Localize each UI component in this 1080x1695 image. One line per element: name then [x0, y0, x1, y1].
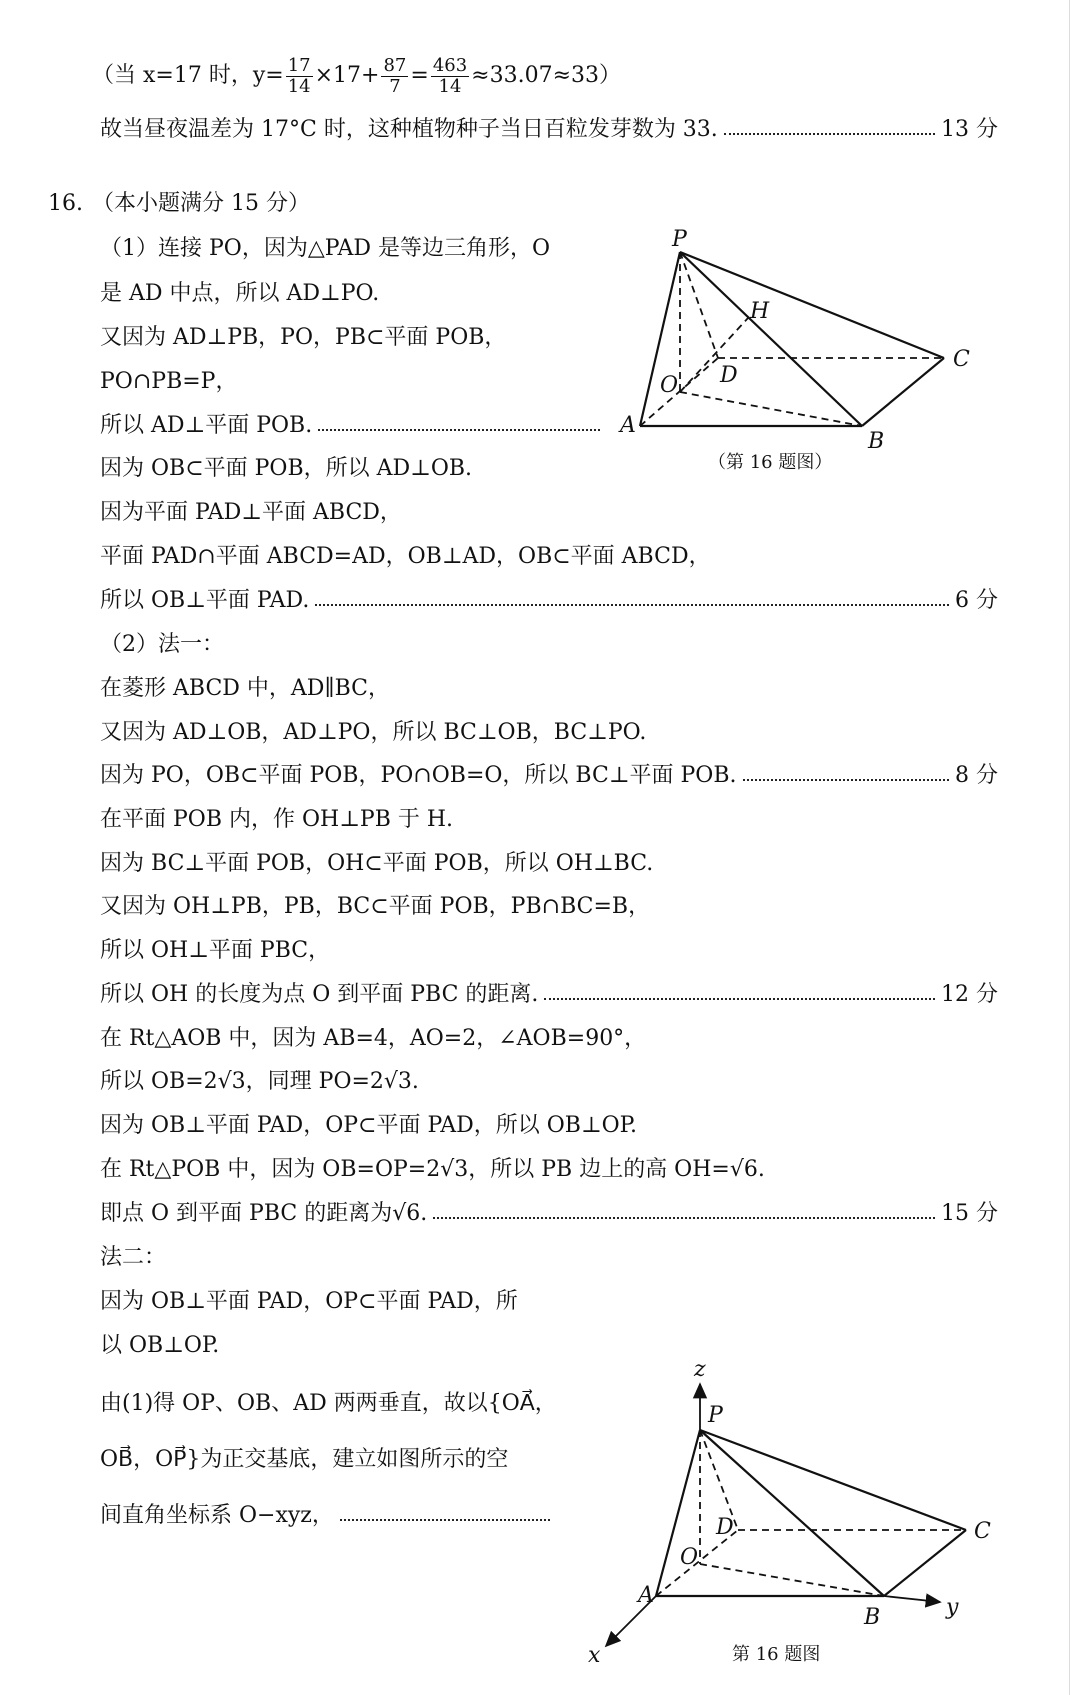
part2a-line-2: 又因为 AD⊥OB，AD⊥PO，所以 BC⊥OB，BC⊥PO.: [100, 720, 647, 745]
leader-dots: [544, 998, 935, 1000]
label-D: D: [720, 363, 738, 388]
method2-line-4: OB⃗，OP⃗}为正交基底，建立如图所示的空: [100, 1447, 509, 1472]
formula-suffix: ≈33.07≈33）: [471, 63, 622, 88]
scored-line-15: 即点 O 到平面 PBC 的距离为√6. 15 分: [100, 1198, 998, 1230]
score-points: 6 分: [955, 588, 998, 613]
label-D-2: D: [716, 1515, 734, 1540]
figure2-caption: 第 16 题图: [732, 1644, 821, 1665]
label-P: P: [672, 227, 687, 252]
part2b-line-3: 又因为 OH⊥PB，PB，BC⊂平面 POB，PB∩BC=B，: [100, 894, 651, 919]
segment-OB: [680, 392, 862, 426]
part2c-line-2: 所以 OB=2√3，同理 PO=2√3.: [100, 1069, 419, 1094]
label-B-2: B: [864, 1605, 881, 1630]
method2-line-1: 因为 OB⊥平面 PAD，OP⊂平面 PAD，所: [100, 1289, 518, 1314]
method2-line-3: 由(1)得 OP、OB、AD 两两垂直，故以{OA⃗，: [100, 1391, 557, 1416]
label-O-2: O: [680, 1545, 699, 1570]
axis-y: [884, 1596, 940, 1602]
part2a-line-1: 在菱形 ABCD 中，AD∥BC，: [100, 676, 391, 701]
part2c-line-4: 在 Rt△POB 中，因为 OB=OP=2√3，所以 PB 边上的高 OH=√6.: [100, 1157, 765, 1182]
method2-line-2: 以 OB⊥OP.: [100, 1333, 220, 1358]
scored-line-8: 因为 PO，OB⊂平面 POB，PO∩OB=O，所以 BC⊥平面 POB. 8 分: [100, 760, 998, 792]
edge-PD: [680, 252, 718, 358]
leader-dots: [743, 779, 950, 781]
segment-OH: [680, 318, 748, 392]
formula-prefix: （当 x=17 时，y=: [92, 63, 284, 88]
edge-PC: [680, 252, 944, 358]
pyramid-diagram: [0, 0, 1080, 480]
method2-line-5: 间直角坐标系 O−xyz，: [100, 1500, 550, 1532]
problem-number: 16.: [48, 191, 83, 216]
scored-line-12: 所以 OH 的长度为点 O 到平面 PBC 的距离. 12 分: [100, 979, 998, 1011]
part1-line-1: （1）连接 PO，因为△PAD 是等边三角形，O: [100, 236, 551, 261]
intro-conclusion-line: 故当昼夜温差为 17°C 时，这种植物种子当日百粒发芽数为 33. 13 分: [100, 114, 998, 146]
problem-header: （本小题满分 15 分）: [92, 191, 310, 216]
edge-AD: [640, 358, 718, 426]
label-x: x: [588, 1643, 601, 1668]
part2c-line-1: 在 Rt△AOB 中，因为 AB=4，AO=2，∠AOB=90°，: [100, 1026, 647, 1051]
edge-PB: [680, 252, 862, 426]
leader-dots: [315, 604, 949, 606]
label-y: y: [946, 1595, 959, 1620]
score-points: 15 分: [941, 1201, 998, 1226]
part2-heading: （2）法一：: [100, 632, 224, 657]
leader-dots: [433, 1217, 935, 1219]
fraction-463-14: $\frac{463}{14}$: [432, 54, 468, 97]
scored-line-6: 所以 OB⊥平面 PAD. 6 分: [100, 585, 998, 617]
method2-heading: 法二：: [100, 1245, 167, 1270]
part1-line-2: 是 AD 中点，所以 AD⊥PO.: [100, 281, 380, 306]
label-H: H: [750, 299, 770, 324]
edge-PA-2: [656, 1430, 700, 1596]
part2b-line-1: 在平面 POB 内，作 OH⊥PB 于 H.: [100, 807, 454, 832]
label-O: O: [660, 373, 679, 398]
edge-PA: [640, 252, 680, 426]
part1-line-3: 又因为 AD⊥PB，PO，PB⊂平面 POB，: [100, 325, 507, 350]
edge-PC-2: [700, 1430, 966, 1530]
part2b-line-4: 所以 OH⊥平面 PBC，: [100, 938, 331, 963]
label-A: A: [620, 413, 636, 438]
part1-line-5: 所以 AD⊥平面 POB.: [100, 410, 600, 442]
score-points: 8 分: [955, 763, 998, 788]
part1b-line-2: 因为平面 PAD⊥平面 ABCD，: [100, 500, 402, 525]
figure1-caption: （第 16 题图）: [708, 452, 833, 473]
part1b-line-1: 因为 OB⊂平面 POB，所以 AD⊥OB.: [100, 456, 473, 481]
score-points: 13 分: [941, 117, 998, 142]
intro-formula-line: （当 x=17 时，y= $\frac{17}{14}$ ×17+ $\frac{87}{7}$ = $\frac{463}{14}$ ≈33.07≈33）: [92, 54, 622, 97]
score-points: 12 分: [941, 982, 998, 1007]
label-C-2: C: [974, 1519, 991, 1544]
fraction-87-7: $\frac{87}{7}$: [383, 54, 407, 97]
edge-BC-2: [884, 1530, 966, 1596]
part2c-line-3: 因为 OB⊥平面 PAD，OP⊂平面 PAD，所以 OB⊥OP.: [100, 1113, 638, 1138]
fraction-17-14: $\frac{17}{14}$: [287, 54, 311, 97]
part1-line-4: PO∩PB=P，: [100, 369, 238, 394]
label-A-2: A: [638, 1583, 654, 1608]
figure-16-coordinates: [0, 1340, 1080, 1680]
coordinate-diagram: [0, 1340, 1080, 1680]
edge-BC: [862, 358, 944, 426]
part1b-line-3: 平面 PAD∩平面 ABCD=AD，OB⊥AD，OB⊂平面 ABCD，: [100, 544, 711, 569]
part2b-line-2: 因为 BC⊥平面 POB，OH⊂平面 POB，所以 OH⊥BC.: [100, 851, 654, 876]
label-z: z: [694, 1357, 706, 1382]
figure-16-pyramid: [0, 0, 1080, 480]
edge-PB-2: [700, 1430, 884, 1596]
label-B: B: [868, 429, 885, 454]
label-P-2: P: [708, 1403, 723, 1428]
label-C: C: [953, 347, 970, 372]
segment-OB-2: [700, 1564, 884, 1596]
